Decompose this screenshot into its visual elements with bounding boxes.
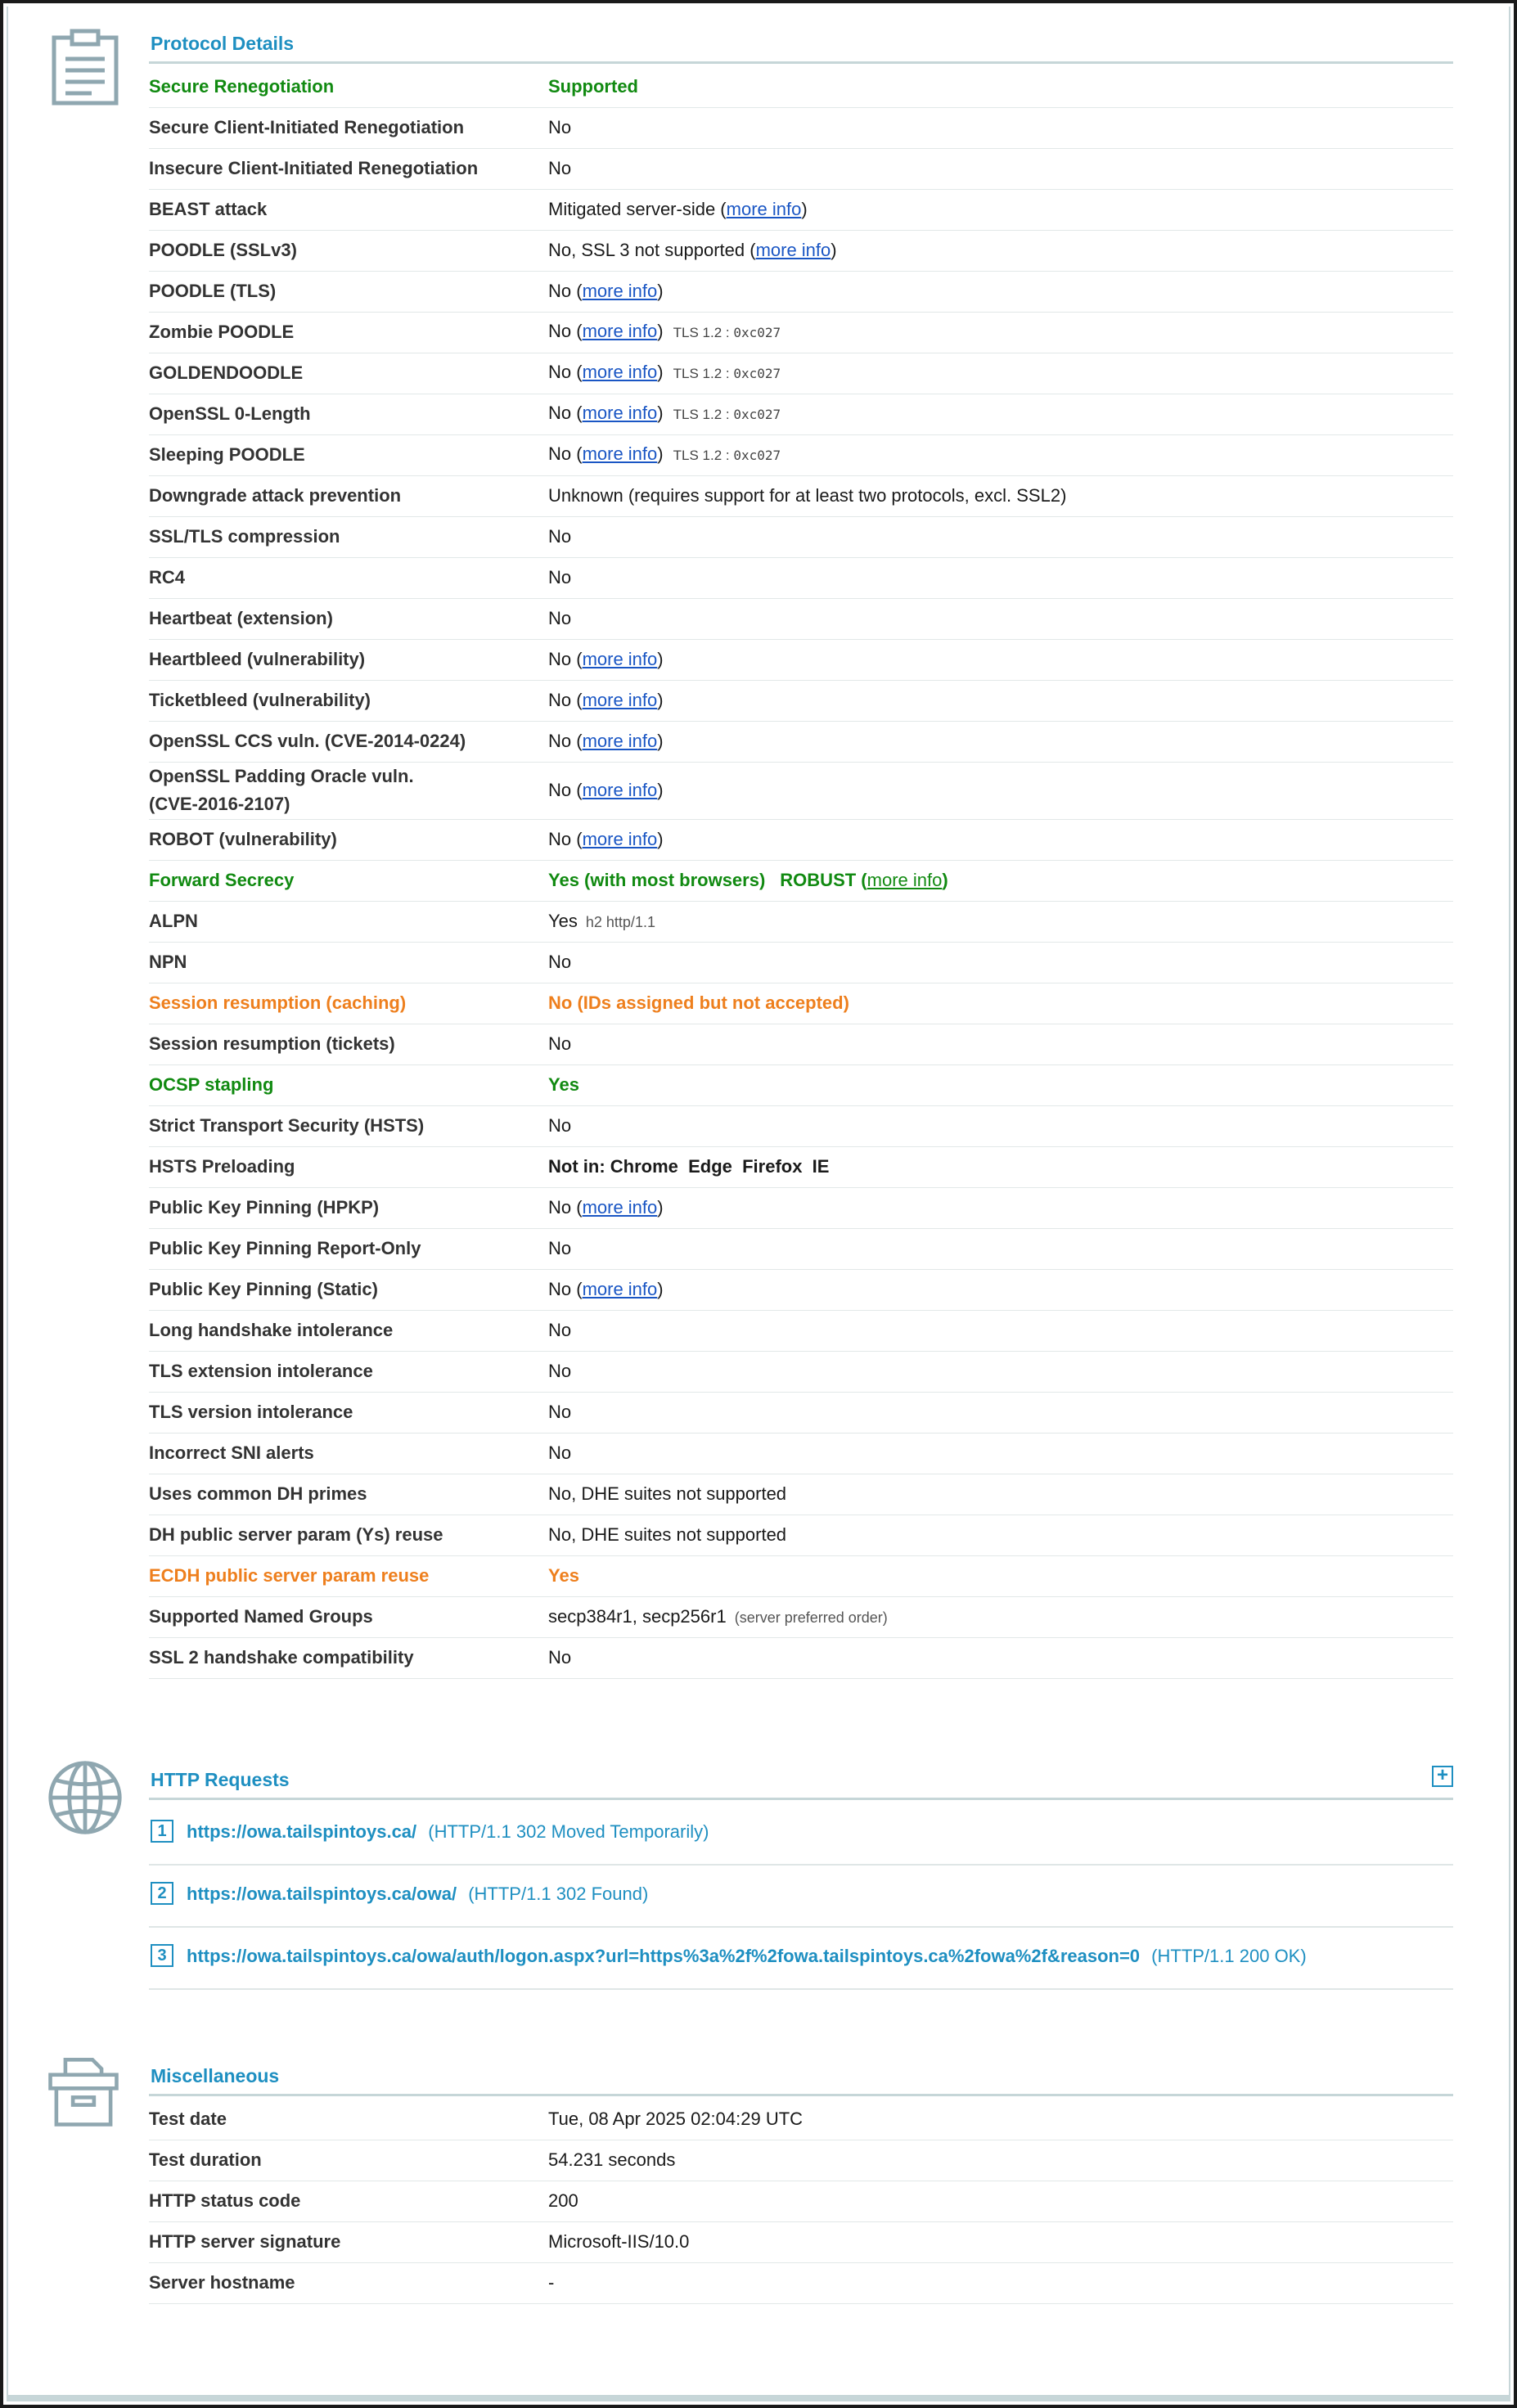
detail-row bbox=[149, 2099, 1453, 2140]
detail-value bbox=[548, 353, 1453, 394]
detail-key bbox=[149, 2140, 548, 2181]
detail-value bbox=[548, 312, 1453, 353]
request-url[interactable]: https://owa.tailspintoys.ca/owa/auth/logon.aspx?url=https%3a%2f%2fowa.tailspintoys.ca%2fowa%2f&reason=0 bbox=[187, 1946, 1141, 1966]
detail-key bbox=[149, 1310, 548, 1351]
detail-value bbox=[548, 1392, 1453, 1433]
detail-key-text: ROBOT (vulnerability) bbox=[149, 829, 337, 849]
detail-row bbox=[149, 1064, 1453, 1105]
detail-key bbox=[149, 680, 548, 721]
more-info-link[interactable]: more info bbox=[582, 443, 658, 464]
detail-key-text: TLS extension intolerance bbox=[149, 1361, 373, 1381]
detail-key bbox=[149, 148, 548, 189]
miscellaneous-header bbox=[149, 2059, 1453, 2096]
detail-key-text: Public Key Pinning (Static) bbox=[149, 1279, 378, 1299]
detail-value bbox=[548, 516, 1453, 557]
detail-key-text: Forward Secrecy bbox=[149, 870, 295, 890]
detail-key-text: Incorrect SNI alerts bbox=[149, 1443, 314, 1463]
detail-key-text: Long handshake intolerance bbox=[149, 1320, 394, 1340]
detail-row bbox=[149, 1269, 1453, 1310]
clipboard-icon bbox=[44, 26, 126, 108]
more-info-link[interactable]: more info bbox=[582, 649, 658, 669]
detail-value bbox=[548, 1474, 1453, 1515]
detail-value bbox=[548, 1515, 1453, 1555]
detail-key bbox=[149, 721, 548, 762]
cipher-note-text: TLS 1.2 : bbox=[673, 407, 734, 422]
detail-row bbox=[149, 2140, 1453, 2181]
detail-value-text: No ( bbox=[548, 780, 583, 800]
detail-key-text: Session resumption (caching) bbox=[149, 992, 407, 1013]
detail-key bbox=[149, 1187, 548, 1228]
detail-value-close: ) bbox=[657, 1279, 664, 1299]
cipher-code: 0xc027 bbox=[733, 448, 781, 463]
detail-value-text: No ( bbox=[548, 362, 583, 382]
detail-key bbox=[149, 230, 548, 271]
detail-value-text: Yes bbox=[548, 910, 578, 931]
detail-key bbox=[149, 557, 548, 598]
detail-value-text: No ( bbox=[548, 281, 583, 301]
detail-value-text: No ( bbox=[548, 690, 583, 710]
detail-value-close: ) bbox=[657, 1197, 664, 1218]
detail-value-text: No, DHE suites not supported bbox=[548, 1483, 787, 1504]
detail-key-text: Sleeping POODLE bbox=[149, 444, 305, 465]
detail-key bbox=[149, 2099, 548, 2140]
cipher-note-text: TLS 1.2 : bbox=[673, 366, 734, 381]
globe-icon bbox=[46, 1758, 124, 1837]
detail-row bbox=[149, 1474, 1453, 1515]
detail-row bbox=[149, 516, 1453, 557]
detail-value bbox=[548, 1596, 1453, 1637]
detail-row bbox=[149, 271, 1453, 312]
detail-value-text: Tue, 08 Apr 2025 02:04:29 UTC bbox=[548, 2108, 804, 2129]
cipher-note-text: TLS 1.2 : bbox=[673, 325, 734, 340]
detail-value bbox=[548, 148, 1453, 189]
detail-key-text: OCSP stapling bbox=[149, 1074, 274, 1095]
detail-key bbox=[149, 189, 548, 230]
more-info-link[interactable]: more info bbox=[867, 870, 943, 890]
detail-row bbox=[149, 148, 1453, 189]
detail-row bbox=[149, 680, 1453, 721]
detail-value-text: Unknown (requires support for at least two protocols, excl. SSL2) bbox=[548, 485, 1067, 506]
detail-key bbox=[149, 1024, 548, 1064]
robust-label: ROBUST bbox=[780, 870, 857, 890]
miscellaneous-table bbox=[149, 2099, 1453, 2304]
detail-value-text: secp384r1, secp256r1 bbox=[548, 1605, 727, 1627]
detail-key bbox=[149, 353, 548, 394]
detail-key bbox=[149, 819, 548, 860]
detail-value bbox=[548, 1555, 1453, 1596]
cipher-code: 0xc027 bbox=[733, 325, 781, 340]
detail-row bbox=[149, 1351, 1453, 1392]
detail-value bbox=[548, 475, 1453, 516]
detail-value-text: - bbox=[548, 2272, 555, 2293]
detail-key bbox=[149, 639, 548, 680]
detail-value bbox=[548, 394, 1453, 434]
detail-value bbox=[548, 598, 1453, 639]
detail-row bbox=[149, 107, 1453, 148]
detail-value-text: No ( bbox=[548, 829, 583, 849]
detail-value bbox=[548, 639, 1453, 680]
detail-key bbox=[149, 271, 548, 312]
detail-value-text: No ( bbox=[548, 649, 583, 669]
request-status: (HTTP/1.1 302 Found) bbox=[468, 1884, 649, 1904]
cipher-note bbox=[673, 366, 781, 381]
detail-value bbox=[548, 762, 1453, 819]
detail-key bbox=[149, 1228, 548, 1269]
detail-key bbox=[149, 762, 548, 819]
detail-row bbox=[149, 434, 1453, 475]
detail-value bbox=[548, 2181, 1453, 2221]
detail-key-text: OpenSSL Padding Oracle vuln. bbox=[149, 766, 414, 786]
cipher-note bbox=[673, 325, 781, 340]
detail-value-text: No bbox=[548, 1443, 572, 1463]
archive-box-icon bbox=[46, 2054, 121, 2129]
detail-value-close: ) bbox=[657, 829, 664, 849]
detail-key bbox=[149, 860, 548, 901]
detail-note: h2 http/1.1 bbox=[585, 913, 655, 930]
detail-key-text: HSTS Preloading bbox=[149, 1156, 295, 1177]
detail-row bbox=[149, 557, 1453, 598]
more-info-link[interactable]: more info bbox=[726, 199, 802, 219]
detail-value bbox=[548, 1433, 1453, 1474]
detail-value-text: No ( bbox=[548, 731, 583, 751]
detail-value bbox=[548, 1064, 1453, 1105]
detail-row bbox=[149, 819, 1453, 860]
detail-value-text: Yes bbox=[548, 1074, 579, 1095]
detail-key-text: Insecure Client-Initiated Renegotiation bbox=[149, 158, 479, 178]
detail-key-text: Heartbleed (vulnerability) bbox=[149, 649, 366, 669]
request-link[interactable] bbox=[187, 1821, 709, 1843]
detail-value-text: No ( bbox=[548, 403, 583, 423]
detail-key bbox=[149, 2262, 548, 2303]
detail-value bbox=[548, 983, 1453, 1024]
request-row-2 bbox=[149, 1866, 1453, 1928]
detail-value-text: Microsoft-IIS/10.0 bbox=[548, 2231, 690, 2252]
detail-key-text: Zombie POODLE bbox=[149, 322, 295, 342]
section-title: HTTP Requests bbox=[151, 1769, 290, 1790]
detail-row bbox=[149, 1515, 1453, 1555]
detail-key-text: SSL/TLS compression bbox=[149, 526, 340, 547]
detail-key bbox=[149, 2181, 548, 2221]
detail-key bbox=[149, 312, 548, 353]
detail-value bbox=[548, 721, 1453, 762]
detail-value bbox=[548, 2262, 1453, 2303]
detail-key-text: POODLE (SSLv3) bbox=[149, 240, 297, 260]
detail-key-text: Public Key Pinning (HPKP) bbox=[149, 1197, 380, 1218]
detail-value bbox=[548, 1105, 1453, 1146]
detail-value bbox=[548, 942, 1453, 983]
detail-key bbox=[149, 516, 548, 557]
detail-key bbox=[149, 66, 548, 107]
cipher-note-text: TLS 1.2 : bbox=[673, 448, 734, 463]
detail-value bbox=[548, 2099, 1453, 2140]
detail-key bbox=[149, 107, 548, 148]
detail-value bbox=[548, 1187, 1453, 1228]
detail-value bbox=[548, 66, 1453, 107]
detail-value bbox=[548, 1310, 1453, 1351]
detail-row bbox=[149, 721, 1453, 762]
detail-value-text: No bbox=[548, 1361, 572, 1381]
detail-key bbox=[149, 1637, 548, 1678]
detail-value-text: No bbox=[548, 608, 572, 628]
detail-key-text: BEAST attack bbox=[149, 199, 268, 219]
detail-row bbox=[149, 2262, 1453, 2303]
detail-value bbox=[548, 434, 1453, 475]
detail-key bbox=[149, 1269, 548, 1310]
detail-value bbox=[548, 901, 1453, 942]
detail-key-text: HTTP server signature bbox=[149, 2231, 341, 2252]
detail-value-text: No bbox=[548, 567, 572, 587]
detail-value bbox=[548, 1269, 1453, 1310]
more-info-link[interactable]: more info bbox=[582, 281, 658, 301]
detail-value bbox=[548, 2221, 1453, 2262]
detail-value bbox=[548, 819, 1453, 860]
detail-value-text: Mitigated server-side ( bbox=[548, 199, 727, 219]
more-info-link[interactable]: more info bbox=[582, 780, 658, 800]
detail-key bbox=[149, 1146, 548, 1187]
detail-value-text: No bbox=[548, 526, 572, 547]
detail-key-text: Test date bbox=[149, 2108, 227, 2129]
detail-key-text: Uses common DH primes bbox=[149, 1483, 367, 1504]
detail-row bbox=[149, 983, 1453, 1024]
detail-row bbox=[149, 1310, 1453, 1351]
detail-key bbox=[149, 434, 548, 475]
detail-row bbox=[149, 1146, 1453, 1187]
detail-key-text: Ticketbleed (vulnerability) bbox=[149, 690, 371, 710]
detail-value-text: No bbox=[548, 1402, 572, 1422]
detail-value bbox=[548, 1024, 1453, 1064]
detail-row bbox=[149, 1024, 1453, 1064]
more-info-link[interactable]: more info bbox=[582, 403, 658, 423]
detail-key bbox=[149, 394, 548, 434]
more-info-link[interactable]: more info bbox=[582, 1279, 658, 1299]
more-info-link[interactable]: more info bbox=[582, 731, 658, 751]
detail-key bbox=[149, 1392, 548, 1433]
more-info-link[interactable]: more info bbox=[582, 1197, 658, 1218]
detail-value-text: No ( bbox=[548, 443, 583, 464]
detail-value-close: ) bbox=[657, 780, 664, 800]
detail-value bbox=[548, 2140, 1453, 2181]
protocol-details-table bbox=[149, 66, 1453, 1679]
cipher-code: 0xc027 bbox=[733, 407, 781, 422]
detail-key bbox=[149, 901, 548, 942]
detail-row bbox=[149, 901, 1453, 942]
more-info-link[interactable]: more info bbox=[582, 829, 658, 849]
detail-value-close: ) bbox=[657, 690, 664, 710]
detail-key bbox=[149, 1474, 548, 1515]
detail-key-text: Server hostname bbox=[149, 2272, 295, 2293]
detail-key-text: OpenSSL CCS vuln. (CVE-2014-0224) bbox=[149, 731, 466, 751]
detail-row bbox=[149, 762, 1453, 819]
detail-row bbox=[149, 394, 1453, 434]
detail-row bbox=[149, 639, 1453, 680]
detail-value bbox=[548, 680, 1453, 721]
detail-row bbox=[149, 475, 1453, 516]
detail-row bbox=[149, 1105, 1453, 1146]
request-number: 3 bbox=[151, 1944, 173, 1967]
detail-row bbox=[149, 230, 1453, 271]
detail-value-text: No bbox=[548, 952, 572, 972]
detail-key bbox=[149, 942, 548, 983]
detail-key bbox=[149, 1064, 548, 1105]
detail-key-text: ALPN bbox=[149, 911, 198, 931]
cipher-note bbox=[673, 448, 781, 463]
detail-key-text: SSL 2 handshake compatibility bbox=[149, 1647, 414, 1668]
detail-key-text: POODLE (TLS) bbox=[149, 281, 277, 301]
detail-value-close: ) bbox=[657, 362, 664, 382]
detail-value-text: No, SSL 3 not supported ( bbox=[548, 240, 756, 260]
detail-row bbox=[149, 312, 1453, 353]
section-title: Miscellaneous bbox=[151, 2065, 280, 2086]
detail-value-close: ) bbox=[657, 321, 664, 341]
more-info-link[interactable]: more info bbox=[582, 321, 658, 341]
detail-value-text: No bbox=[548, 117, 572, 137]
request-number: 1 bbox=[151, 1820, 173, 1843]
detail-value-close: ) bbox=[831, 240, 837, 260]
detail-value-text: No bbox=[548, 1115, 572, 1136]
more-info-link[interactable]: more info bbox=[582, 690, 658, 710]
detail-value bbox=[548, 107, 1453, 148]
request-link[interactable] bbox=[187, 1884, 648, 1905]
detail-row bbox=[149, 598, 1453, 639]
detail-key-text: NPN bbox=[149, 952, 187, 972]
detail-key-text: DH public server param (Ys) reuse bbox=[149, 1524, 443, 1545]
detail-value-text: Yes (with most browsers) bbox=[548, 870, 766, 890]
detail-value-text: Not in: Chrome Edge Firefox IE bbox=[548, 1156, 830, 1177]
detail-key bbox=[149, 475, 548, 516]
detail-value-text: No (IDs assigned but not accepted) bbox=[548, 992, 849, 1013]
detail-value-text: 200 bbox=[548, 2190, 578, 2211]
detail-key-text-2: (CVE-2016-2107) bbox=[149, 794, 290, 814]
detail-value-close: ) bbox=[657, 731, 664, 751]
detail-row bbox=[149, 942, 1453, 983]
detail-value-text: Yes bbox=[548, 1565, 579, 1586]
more-info-link[interactable]: more info bbox=[582, 362, 658, 382]
detail-value: Yes (with most browsers) ROBUST (more info) bbox=[548, 860, 1453, 901]
detail-key-text: Supported Named Groups bbox=[149, 1606, 373, 1627]
request-number: 2 bbox=[151, 1882, 173, 1905]
detail-key bbox=[149, 1105, 548, 1146]
detail-value bbox=[548, 1351, 1453, 1392]
request-url[interactable]: https://owa.tailspintoys.ca/owa/ bbox=[187, 1884, 457, 1904]
detail-key-text: TLS version intolerance bbox=[149, 1402, 353, 1422]
detail-row bbox=[149, 353, 1453, 394]
detail-value-close: ) bbox=[657, 281, 664, 301]
detail-value-close: ) bbox=[801, 199, 808, 219]
request-row-3 bbox=[149, 1928, 1453, 1990]
detail-key-text: Test duration bbox=[149, 2149, 262, 2170]
detail-key bbox=[149, 598, 548, 639]
detail-key bbox=[149, 1433, 548, 1474]
detail-value-text: No ( bbox=[548, 321, 583, 341]
section-title: Protocol Details bbox=[151, 33, 295, 54]
cipher-code: 0xc027 bbox=[733, 366, 781, 381]
detail-value-text: No bbox=[548, 1033, 572, 1054]
detail-value-text: No ( bbox=[548, 1279, 583, 1299]
detail-value bbox=[548, 1146, 1453, 1187]
detail-row bbox=[149, 1392, 1453, 1433]
detail-key-text: Secure Renegotiation bbox=[149, 75, 335, 97]
detail-row bbox=[149, 2181, 1453, 2221]
detail-row bbox=[149, 1433, 1453, 1474]
detail-note: (server preferred order) bbox=[734, 1609, 888, 1626]
detail-value bbox=[548, 557, 1453, 598]
request-row-1 bbox=[149, 1803, 1453, 1866]
detail-value bbox=[548, 1228, 1453, 1269]
more-info-link[interactable]: more info bbox=[755, 240, 831, 260]
detail-value-text: No ( bbox=[548, 1197, 583, 1218]
detail-key-text: GOLDENDOODLE bbox=[149, 362, 304, 383]
detail-key bbox=[149, 1596, 548, 1637]
detail-value-close: ) bbox=[657, 649, 664, 669]
detail-key bbox=[149, 1515, 548, 1555]
detail-key-text: HTTP status code bbox=[149, 2190, 301, 2211]
detail-row bbox=[149, 1187, 1453, 1228]
detail-key-text: Session resumption (tickets) bbox=[149, 1033, 395, 1054]
detail-row bbox=[149, 1596, 1453, 1637]
request-status: (HTTP/1.1 302 Moved Temporarily) bbox=[428, 1821, 709, 1842]
detail-value bbox=[548, 271, 1453, 312]
detail-value-text: No bbox=[548, 1320, 572, 1340]
detail-value-close: ) bbox=[657, 403, 664, 423]
detail-key bbox=[149, 983, 548, 1024]
detail-value bbox=[548, 230, 1453, 271]
detail-key-text: OpenSSL 0-Length bbox=[149, 403, 311, 424]
detail-key-text: RC4 bbox=[149, 567, 186, 587]
detail-value-text: No bbox=[548, 158, 572, 178]
detail-key-text: Downgrade attack prevention bbox=[149, 485, 402, 506]
detail-value-text: No bbox=[548, 1238, 572, 1258]
detail-row bbox=[149, 860, 1453, 901]
http-requests-header bbox=[149, 1762, 1453, 1800]
detail-value bbox=[548, 189, 1453, 230]
detail-key-text: Heartbeat (extension) bbox=[149, 608, 333, 628]
expand-button[interactable]: + bbox=[1432, 1766, 1453, 1787]
detail-key bbox=[149, 1555, 548, 1596]
detail-row bbox=[149, 2221, 1453, 2262]
detail-key bbox=[149, 2221, 548, 2262]
detail-key-text: Secure Client-Initiated Renegotiation bbox=[149, 117, 465, 137]
protocol-details-header bbox=[149, 26, 1453, 64]
detail-row bbox=[149, 1555, 1453, 1596]
request-link[interactable] bbox=[187, 1946, 1307, 1967]
detail-value-text: No, DHE suites not supported bbox=[548, 1524, 787, 1545]
detail-value-text: Supported bbox=[548, 75, 638, 97]
detail-row bbox=[149, 189, 1453, 230]
request-status: (HTTP/1.1 200 OK) bbox=[1151, 1946, 1307, 1966]
detail-value-text: No bbox=[548, 1647, 572, 1668]
detail-value bbox=[548, 1637, 1453, 1678]
detail-value-text: 54.231 seconds bbox=[548, 2149, 676, 2170]
detail-key-text: Strict Transport Security (HSTS) bbox=[149, 1115, 425, 1136]
detail-value-close: ) bbox=[657, 443, 664, 464]
detail-row bbox=[149, 1228, 1453, 1269]
detail-row bbox=[149, 1637, 1453, 1678]
detail-row bbox=[149, 66, 1453, 107]
cipher-note bbox=[673, 407, 781, 422]
detail-key-text: Public Key Pinning Report-Only bbox=[149, 1238, 421, 1258]
request-url[interactable]: https://owa.tailspintoys.ca/ bbox=[187, 1821, 417, 1842]
detail-key bbox=[149, 1351, 548, 1392]
detail-key-text: ECDH public server param reuse bbox=[149, 1565, 430, 1586]
